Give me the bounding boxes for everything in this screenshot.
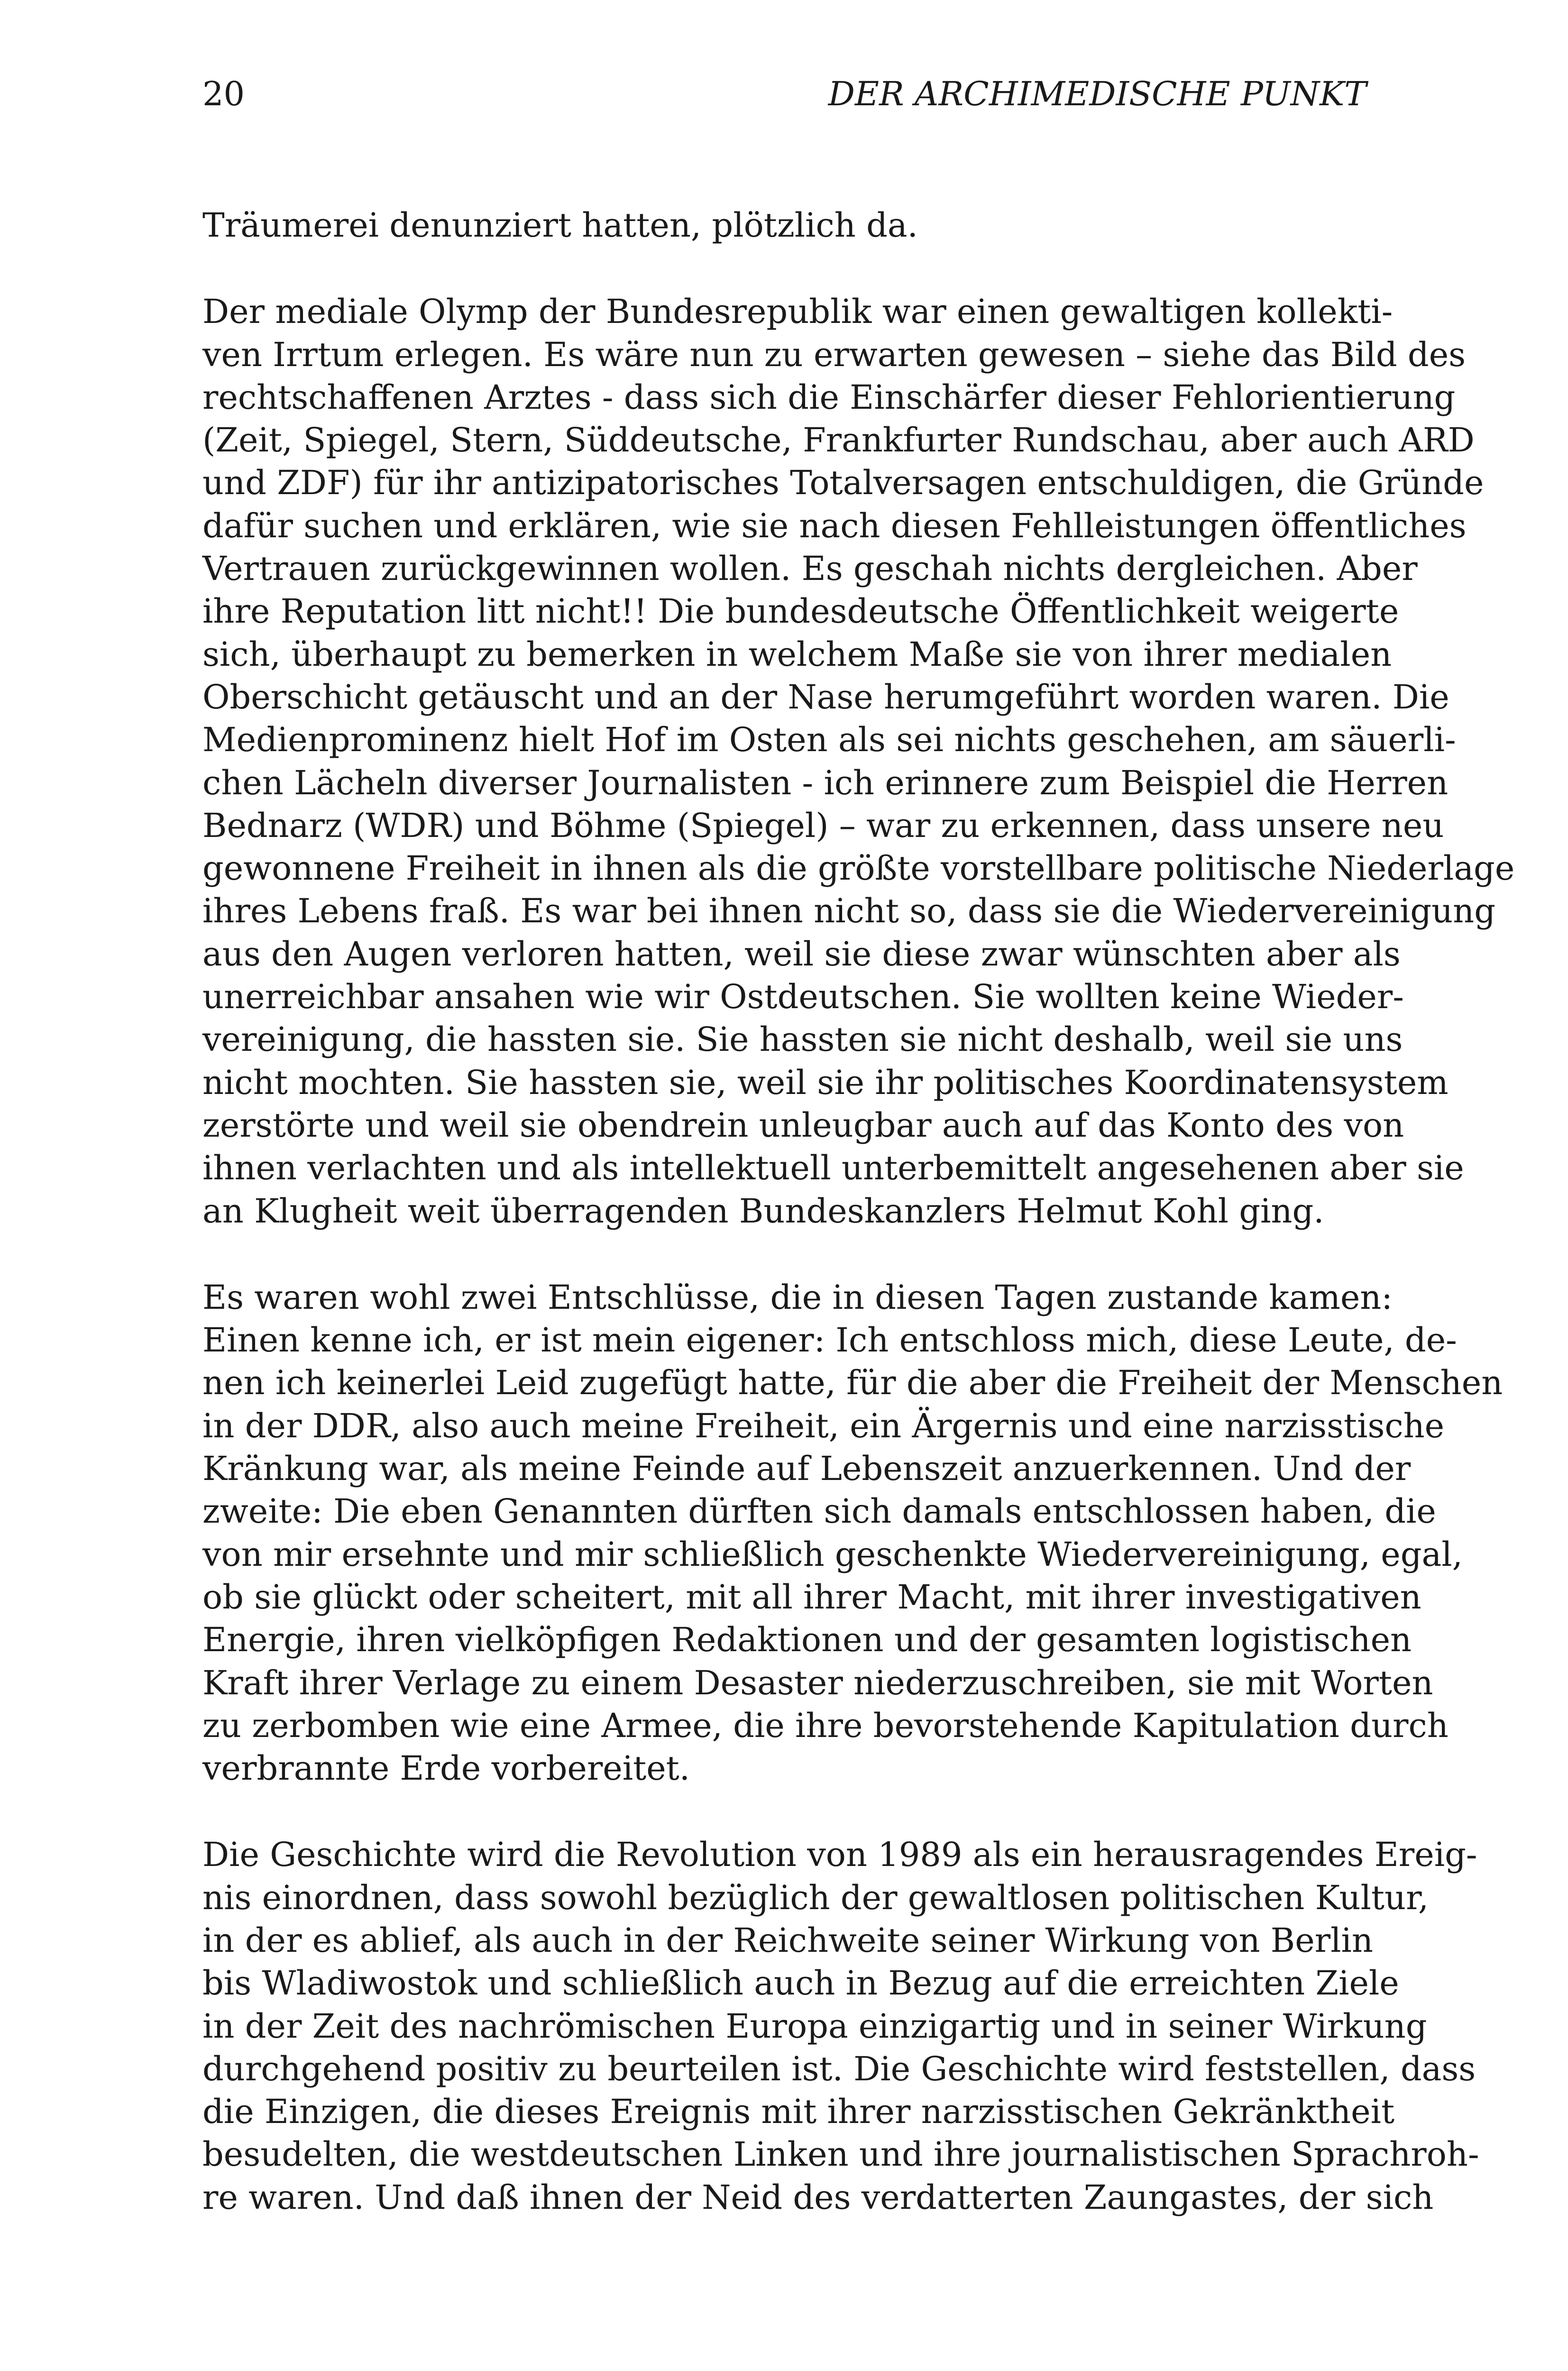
paragraph-gap — [202, 247, 1366, 290]
text-line: Kränkung war, als meine Feinde auf Lebenszeit anzuerkennen. Und der — [202, 1449, 1411, 1489]
paragraph-gap — [202, 1790, 1366, 1833]
text-line: Einen kenne ich, er ist mein eigener: Ich entschloss mich, diese Leute, de- — [202, 1321, 1457, 1360]
text-line: nicht mochten. Sie hassten sie, weil sie ihr politisches Koordinatensystem — [202, 1063, 1449, 1102]
text-line: an Klugheit weit überragenden Bundeskanzlers Helmut Kohl ging. — [202, 1191, 1324, 1231]
text-line: Bednarz (WDR) und Böhme (Spiegel) – war zu erkennen, dass unsere neu — [202, 806, 1444, 845]
paragraph — [202, 1276, 1503, 1790]
text-line: ihre Reputation litt nicht!! Die bundesdeutsche Öffentlichkeit weigerte — [202, 592, 1399, 631]
text-line: sich, überhaupt zu bemerken in welchem Maße sie von ihrer medialen — [202, 634, 1392, 674]
text-line: durchgehend positiv zu beurteilen ist. Die Geschichte wird feststellen, dass — [202, 2049, 1476, 2088]
text-line: unerreichbar ansahen wie wir Ostdeutschen. Sie wollten keine Wieder- — [202, 977, 1404, 1017]
text-line: Vertrauen zurückgewinnen wollen. Es geschah nichts dergleichen. Aber — [202, 549, 1418, 588]
text-line: in der es ablief, als auch in der Reichweite seiner Wirkung von Berlin — [202, 1921, 1373, 1960]
text-line: aus den Augen verloren hatten, weil sie diese zwar wünschten aber als — [202, 934, 1401, 974]
text-line: chen Lächeln diverser Journalisten - ich erinnere zum Beispiel die Herren — [202, 763, 1449, 802]
text-line: dafür suchen und erklären, wie sie nach diesen Fehlleistungen öffentliches — [202, 506, 1467, 545]
text-line: verbrannte Erde vorbereitet. — [202, 1749, 690, 1788]
text-line: die Einzigen, die dieses Ereignis mit ihrer narzisstischen Gekränktheit — [202, 2092, 1395, 2132]
text-line: zerstörte und weil sie obendrein unleugbar auch auf das Konto des von — [202, 1105, 1404, 1145]
text-line: bis Wladiwostok und schließlich auch in Bezug auf die erreichten Ziele — [202, 1964, 1399, 2003]
text-line: Oberschicht getäuscht und an der Nase herumgeführt worden waren. Die — [202, 677, 1449, 717]
text-line: vereinigung, die hassten sie. Sie hassten sie nicht deshalb, weil sie uns — [202, 1020, 1403, 1059]
text-line: Träumerei denunziert hatten, plötzlich da. — [202, 206, 918, 245]
text-line: rechtschaffenen Arztes - dass sich die Einschärfer dieser Fehlorientierung — [202, 377, 1456, 417]
text-line: besudelten, die westdeutschen Linken und ihre journalistischen Sprachroh- — [202, 2135, 1479, 2174]
text-line: gewonnene Freiheit in ihnen als die größte vorstellbare politische Niederlage — [202, 849, 1515, 888]
text-line: und ZDF) für ihr antizipatorisches Totalversagen entschuldigen, die Gründe — [202, 463, 1484, 503]
paragraph — [202, 204, 1366, 247]
text-line: Es waren wohl zwei Entschlüsse, die in diesen Tagen zustande kamen: — [202, 1277, 1393, 1317]
text-line: ihres Lebens fraß. Es war bei ihnen nicht so, dass sie die Wiedervereinigung — [202, 891, 1496, 931]
text-line: ihnen verlachten und als intellektuell unterbemittelt angesehenen aber sie — [202, 1149, 1464, 1188]
running-head — [202, 70, 1366, 118]
text-line: Medienprominenz hielt Hof im Osten als sei nichts geschehen, am säuerli- — [202, 720, 1456, 760]
paragraph — [202, 290, 1515, 1232]
paragraph-gap — [202, 1232, 1366, 1276]
text-line: in der Zeit des nachrömischen Europa einzigartig und in seiner Wirkung — [202, 2006, 1427, 2046]
text-line: in der DDR, also auch meine Freiheit, ein Ärgernis und eine narzisstische — [202, 1406, 1445, 1445]
text-line: von mir ersehnte und mir schließlich geschenkte Wiedervereinigung, egal, — [202, 1535, 1463, 1574]
text-line: nis einordnen, dass sowohl bezüglich der gewaltlosen politischen Kultur, — [202, 1878, 1429, 1917]
text-line: zweite: Die eben Genannten dürften sich damals entschlossen haben, die — [202, 1492, 1436, 1531]
text-line: Energie, ihren vielköpfigen Redaktionen und der gesamten logistischen — [202, 1620, 1412, 1660]
text-line: nen ich keinerlei Leid zugefügt hatte, für die aber die Freiheit der Menschen — [202, 1363, 1503, 1403]
text-line: (Zeit, Spiegel, Stern, Süddeutsche, Frankfurter Rundschau, aber auch ARD — [202, 421, 1475, 460]
text-line: re waren. Und daß ihnen der Neid des verdatterten Zaungastes, der sich — [202, 2178, 1434, 2217]
paragraph — [202, 1833, 1479, 2219]
body-text — [202, 204, 1515, 2219]
text-line: zu zerbomben wie eine Armee, die ihre bevorstehende Kapitulation durch — [202, 1706, 1449, 1745]
text-line: ob sie glückt oder scheitert, mit all ihrer Macht, mit ihrer investigativen — [202, 1577, 1421, 1617]
text-line: Kraft ihrer Verlage zu einem Desaster niederzuschreiben, sie mit Worten — [202, 1663, 1433, 1702]
text-line: ven Irrtum erlegen. Es wäre nun zu erwarten gewesen – siehe das Bild des — [202, 335, 1466, 374]
page-number: 20 — [202, 74, 245, 113]
text-line: Die Geschichte wird die Revolution von 1989 als ein herausragendes Ereig- — [202, 1835, 1477, 1875]
text-line: Der mediale Olymp der Bundesrepublik war einen gewaltigen kollekti- — [202, 292, 1393, 331]
chapter-title: DER ARCHIMEDISCHE PUNKT — [828, 74, 1366, 113]
